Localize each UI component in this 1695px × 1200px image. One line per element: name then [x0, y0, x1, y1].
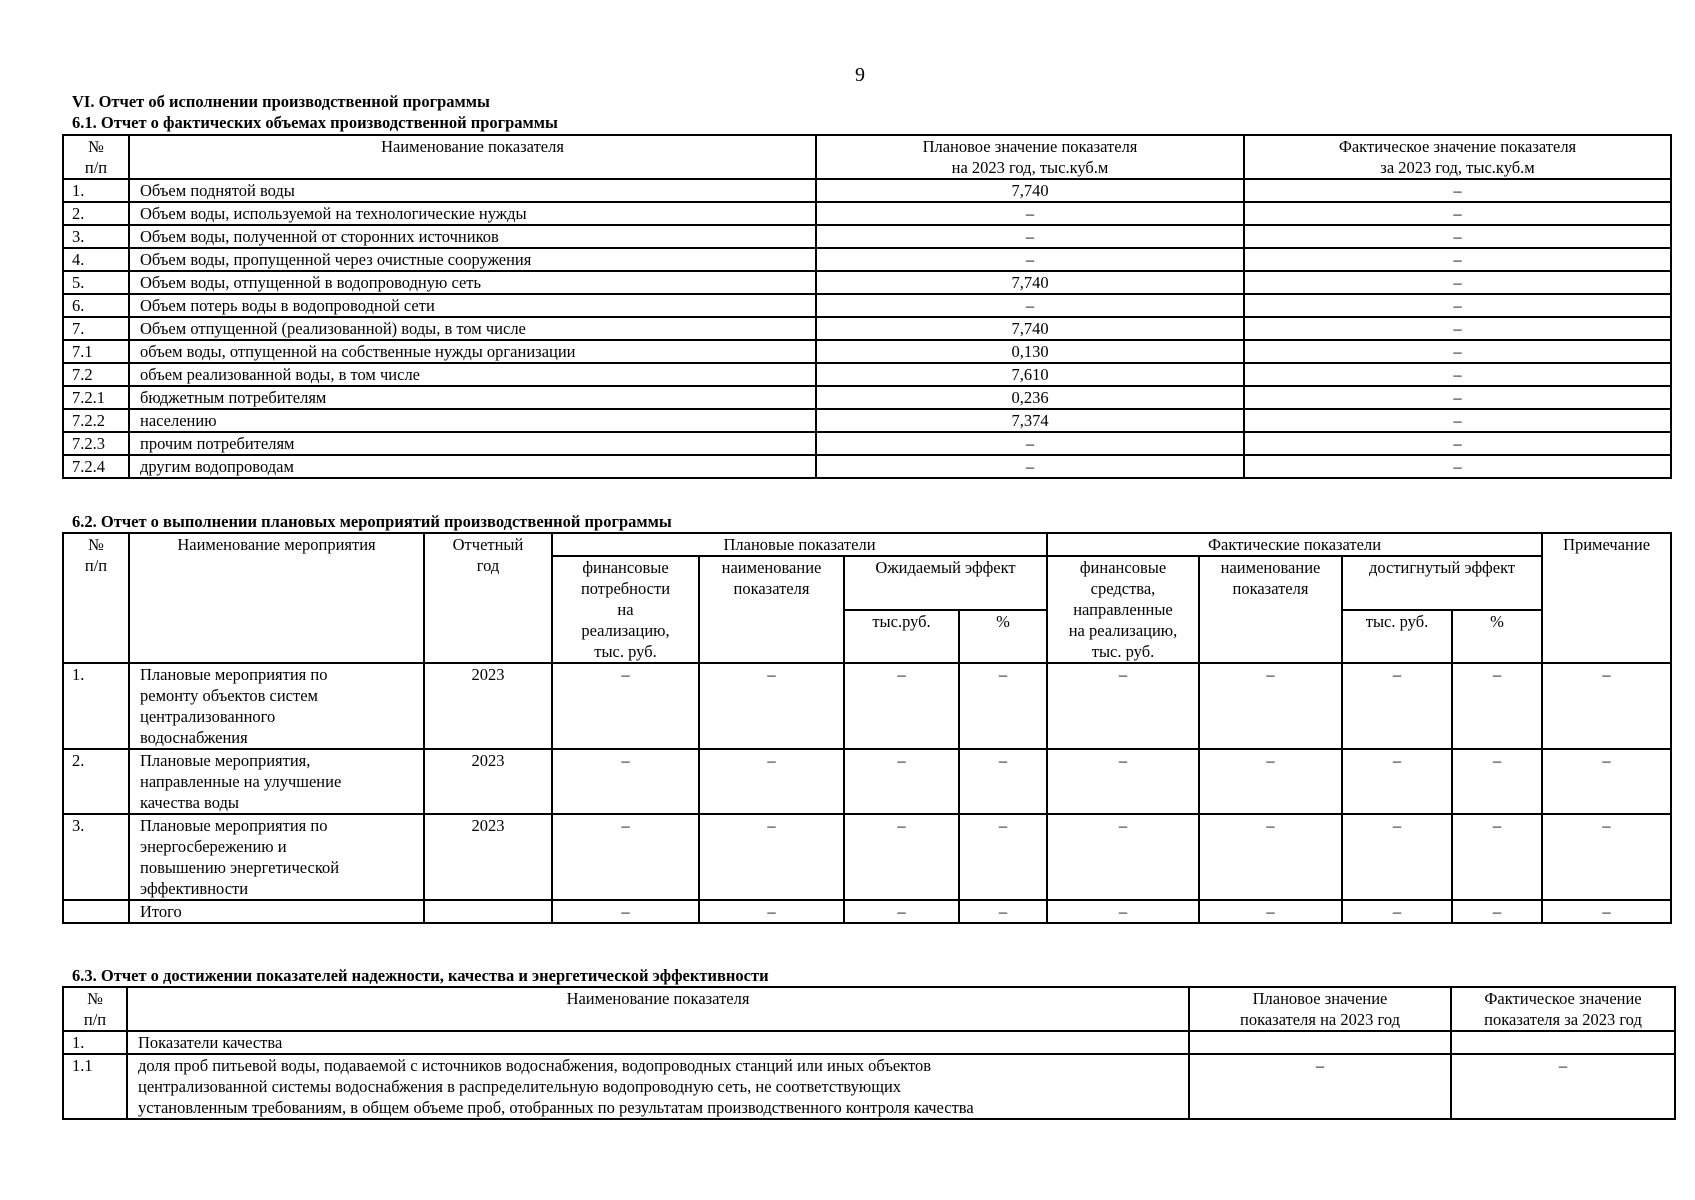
indicator-value: –	[1342, 663, 1452, 749]
quality-table	[62, 986, 1676, 1120]
table-row	[63, 409, 1671, 432]
row-number: 7.1	[63, 340, 129, 363]
total-row	[63, 900, 1671, 923]
indicator-value: –	[1542, 663, 1671, 749]
fact-value: –	[1244, 202, 1671, 225]
indicator-value: –	[959, 749, 1047, 814]
row-number: 7.	[63, 317, 129, 340]
plan-value	[1189, 1031, 1451, 1054]
fact-value: –	[1244, 432, 1671, 455]
col-plan-header: Плановое значение показателя на 2023 год	[1189, 987, 1451, 1031]
indicator-value: –	[552, 749, 699, 814]
indicator-name: Объем воды, полученной от сторонних источников	[129, 225, 816, 248]
row-number: 1.1	[63, 1054, 127, 1119]
col-num-header: № п/п	[63, 533, 129, 663]
fact-value: –	[1244, 455, 1671, 478]
indicator-value: –	[1342, 814, 1452, 900]
table-row	[63, 317, 1671, 340]
indicator-value: –	[844, 749, 959, 814]
table-row	[63, 179, 1671, 202]
table-row	[63, 363, 1671, 386]
table-header-row	[63, 987, 1675, 1031]
section-title: VI. Отчет об исполнении производственной программы	[72, 92, 490, 111]
col-name-header: Наименование показателя	[127, 987, 1189, 1031]
indicator-name: бюджетным потребителям	[129, 386, 816, 409]
total-value: –	[1452, 900, 1542, 923]
fact-fin-header: финансовые средства, направленные на реализацию, тыс. руб.	[1047, 556, 1199, 663]
row-number	[63, 900, 129, 923]
plan-value: –	[1189, 1054, 1451, 1119]
fact-value: –	[1244, 271, 1671, 294]
col-name-header: Наименование показателя	[129, 135, 816, 179]
fact-indicator-header: наименование показателя	[1199, 556, 1342, 663]
indicator-name: Объем отпущенной (реализованной) воды, в том числе	[129, 317, 816, 340]
table-row	[63, 202, 1671, 225]
table-row	[63, 294, 1671, 317]
indicator-value: –	[1199, 749, 1342, 814]
indicator-name: Показатели качества	[127, 1031, 1189, 1054]
measures-table	[62, 532, 1672, 924]
measure-name: Плановые мероприятия по ремонту объектов систем централизованного водоснабжения	[129, 663, 424, 749]
table-row	[63, 386, 1671, 409]
fact-value: –	[1244, 386, 1671, 409]
fact-value: –	[1244, 340, 1671, 363]
table-row	[63, 749, 1671, 814]
plan-value: 7,740	[816, 179, 1244, 202]
plan-value: 7,740	[816, 317, 1244, 340]
report-year: 2023	[424, 749, 552, 814]
row-number: 3.	[63, 225, 129, 248]
report-year: 2023	[424, 814, 552, 900]
fact-value: –	[1244, 248, 1671, 271]
row-number: 7.2.1	[63, 386, 129, 409]
indicator-name: населению	[129, 409, 816, 432]
indicator-value: –	[1452, 749, 1542, 814]
col-fact-header: Фактическое значение показателя за 2023 год, тыс.куб.м	[1244, 135, 1671, 179]
row-number: 7.2	[63, 363, 129, 386]
plan-value: 7,610	[816, 363, 1244, 386]
row-number: 2.	[63, 202, 129, 225]
fact-value: –	[1244, 363, 1671, 386]
plan-value: –	[816, 432, 1244, 455]
row-number: 3.	[63, 814, 129, 900]
table-row	[63, 814, 1671, 900]
row-number: 1.	[63, 179, 129, 202]
plan-value: 7,374	[816, 409, 1244, 432]
table-row	[63, 340, 1671, 363]
indicator-value: –	[552, 814, 699, 900]
plan-value: –	[816, 294, 1244, 317]
plan-indicator-header: наименование показателя	[699, 556, 844, 663]
fact-effect-pct-header: %	[1452, 610, 1542, 664]
plan-group-header: Плановые показатели	[552, 533, 1047, 556]
volumes-table	[62, 134, 1672, 479]
indicator-value: –	[844, 663, 959, 749]
indicator-value: –	[1047, 749, 1199, 814]
col-note-header: Примечание	[1542, 533, 1671, 663]
fact-group-header: Фактические показатели	[1047, 533, 1542, 556]
fact-effect-rub-header: тыс. руб.	[1342, 610, 1452, 664]
plan-effect-pct-header: %	[959, 610, 1047, 664]
col-num-header: № п/п	[63, 987, 127, 1031]
total-value: –	[1199, 900, 1342, 923]
table-row	[63, 455, 1671, 478]
fact-value: –	[1244, 409, 1671, 432]
total-value: –	[844, 900, 959, 923]
indicator-value: –	[959, 814, 1047, 900]
section-6-1-title: 6.1. Отчет о фактических объемах производственной программы	[72, 113, 558, 132]
table-header-row	[63, 135, 1671, 179]
fact-value	[1451, 1031, 1675, 1054]
indicator-name: Объем воды, пропущенной через очистные сооружения	[129, 248, 816, 271]
table-row	[63, 271, 1671, 294]
indicator-value: –	[1452, 663, 1542, 749]
row-number: 2.	[63, 749, 129, 814]
indicator-value: –	[1047, 663, 1199, 749]
fact-value: –	[1244, 317, 1671, 340]
indicator-value: –	[699, 814, 844, 900]
page-number: 9	[855, 64, 865, 86]
plan-value: –	[816, 248, 1244, 271]
plan-value: –	[816, 225, 1244, 248]
row-number: 1.	[63, 1031, 127, 1054]
table-row	[63, 1054, 1675, 1119]
fact-value: –	[1244, 225, 1671, 248]
fact-value: –	[1244, 294, 1671, 317]
table-header-row	[63, 533, 1671, 556]
plan-fin-header: финансовые потребности на реализацию, тыс. руб.	[552, 556, 699, 663]
indicator-name: объем воды, отпущенной на собственные нужды организации	[129, 340, 816, 363]
indicator-name: Объем потерь воды в водопроводной сети	[129, 294, 816, 317]
total-value: –	[959, 900, 1047, 923]
indicator-value: –	[1542, 749, 1671, 814]
table-row	[63, 248, 1671, 271]
section-6-2-title: 6.2. Отчет о выполнении плановых мероприятий производственной программы	[72, 512, 672, 531]
row-number: 7.2.2	[63, 409, 129, 432]
plan-value: –	[816, 455, 1244, 478]
indicator-name: прочим потребителям	[129, 432, 816, 455]
row-number: 6.	[63, 294, 129, 317]
row-number: 7.2.3	[63, 432, 129, 455]
indicator-value: –	[699, 663, 844, 749]
fact-value: –	[1451, 1054, 1675, 1119]
indicator-value: –	[1199, 814, 1342, 900]
total-value: –	[1047, 900, 1199, 923]
indicator-value: –	[1452, 814, 1542, 900]
fact-effect-header: достигнутый эффект	[1342, 556, 1542, 610]
section-6-3-title: 6.3. Отчет о достижении показателей надежности, качества и энергетической эффективности	[72, 966, 769, 985]
col-measure-header: Наименование мероприятия	[129, 533, 424, 663]
total-value: –	[1342, 900, 1452, 923]
report-year: 2023	[424, 663, 552, 749]
col-year-header: Отчетный год	[424, 533, 552, 663]
plan-effect-header: Ожидаемый эффект	[844, 556, 1047, 610]
col-plan-header: Плановое значение показателя на 2023 год, тыс.куб.м	[816, 135, 1244, 179]
indicator-value: –	[1199, 663, 1342, 749]
total-label: Итого	[129, 900, 424, 923]
indicator-name: Объем поднятой воды	[129, 179, 816, 202]
row-number: 5.	[63, 271, 129, 294]
table-row	[63, 1031, 1675, 1054]
indicator-name: Объем воды, используемой на технологические нужды	[129, 202, 816, 225]
table-row	[63, 432, 1671, 455]
plan-value: 7,740	[816, 271, 1244, 294]
indicator-name: доля проб питьевой воды, подаваемой с источников водоснабжения, водопроводных станций или иных объектов централизованной системы водоснабжения в распределительную водопроводную сеть, не соответствующих установленным требованиям, в общем объеме проб, отобранных по результатам производственного контроля качества	[127, 1054, 1189, 1119]
col-fact-header: Фактическое значение показателя за 2023 год	[1451, 987, 1675, 1031]
table-row	[63, 225, 1671, 248]
row-number: 4.	[63, 248, 129, 271]
table-row	[63, 663, 1671, 749]
indicator-value: –	[1047, 814, 1199, 900]
indicator-value: –	[959, 663, 1047, 749]
col-num-header: № п/п	[63, 135, 129, 179]
indicator-value: –	[844, 814, 959, 900]
total-value: –	[699, 900, 844, 923]
measure-name: Плановые мероприятия, направленные на улучшение качества воды	[129, 749, 424, 814]
measure-name: Плановые мероприятия по энергосбережению и повышению энергетической эффективности	[129, 814, 424, 900]
indicator-name: Объем воды, отпущенной в водопроводную сеть	[129, 271, 816, 294]
indicator-value: –	[1342, 749, 1452, 814]
total-value: –	[552, 900, 699, 923]
plan-value: 0,236	[816, 386, 1244, 409]
indicator-value: –	[1542, 814, 1671, 900]
indicator-name: другим водопроводам	[129, 455, 816, 478]
plan-value: –	[816, 202, 1244, 225]
fact-value: –	[1244, 179, 1671, 202]
total-value: –	[1542, 900, 1671, 923]
row-number: 1.	[63, 663, 129, 749]
indicator-value: –	[699, 749, 844, 814]
indicator-name: объем реализованной воды, в том числе	[129, 363, 816, 386]
plan-value: 0,130	[816, 340, 1244, 363]
report-year	[424, 900, 552, 923]
indicator-value: –	[552, 663, 699, 749]
plan-effect-rub-header: тыс.руб.	[844, 610, 959, 664]
row-number: 7.2.4	[63, 455, 129, 478]
